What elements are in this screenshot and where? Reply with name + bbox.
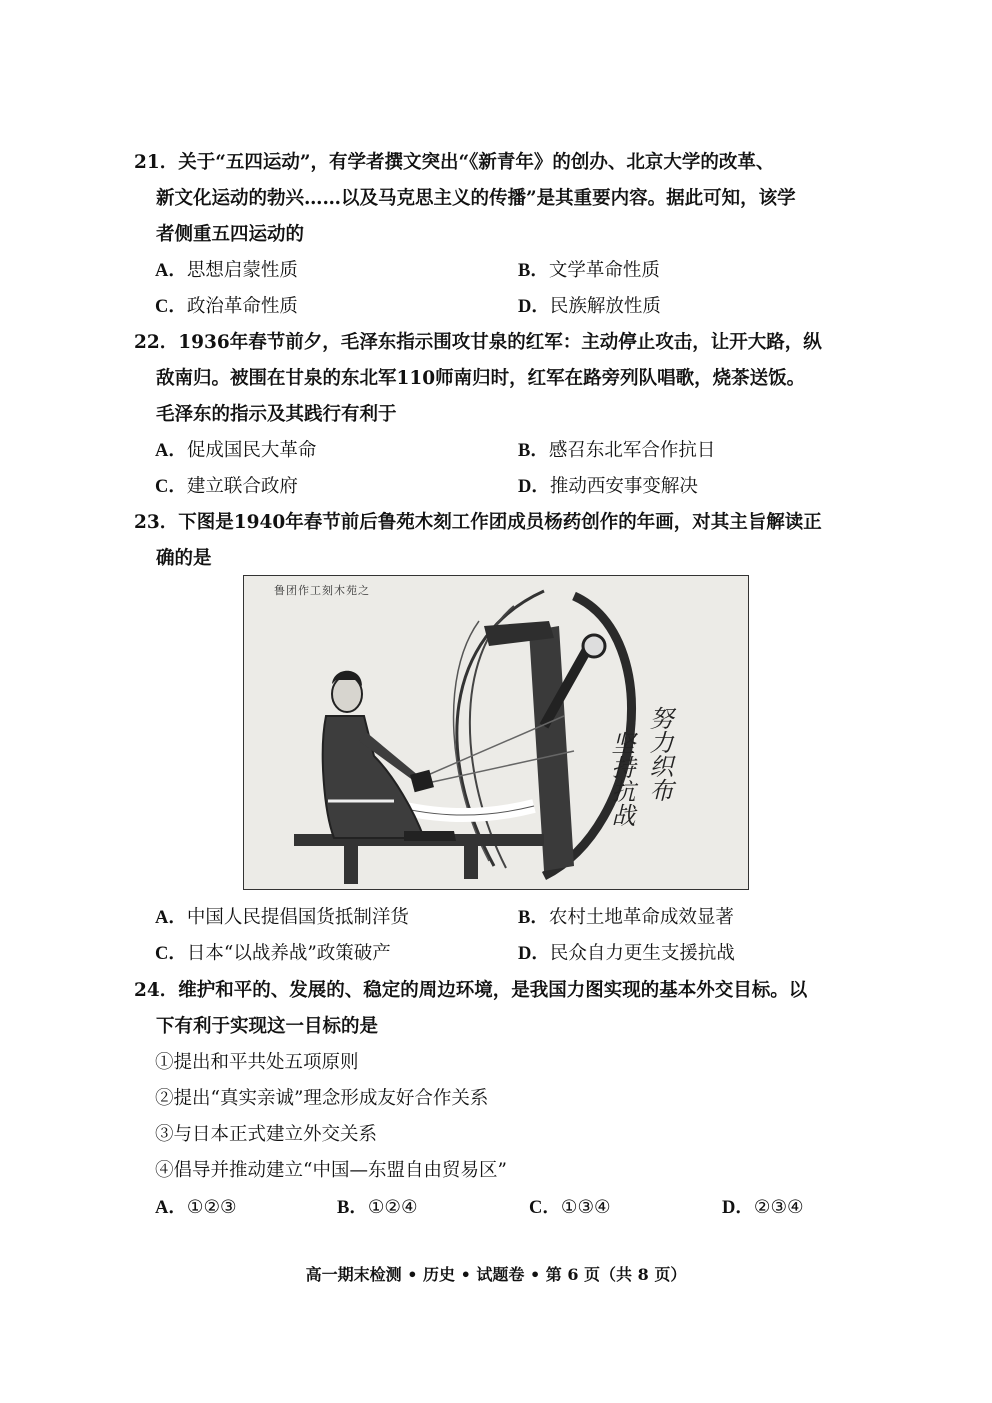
option-c[interactable]: C．政治革命性质 — [155, 296, 298, 317]
option-d[interactable]: D．②③④ — [722, 1197, 804, 1218]
artist-inscription: 鲁团作工刻木苑之 — [274, 584, 370, 597]
option-a[interactable]: A．中国人民提倡国货抵制洋货 — [155, 907, 409, 928]
question-stem-line: 22．1936年春节前夕，毛泽东指示围攻甘泉的红军：主动停止攻击，让开大路，纵 — [134, 332, 822, 353]
statement-2: ②提出“真实亲诚”理念形成友好合作关系 — [155, 1088, 489, 1109]
option-a[interactable]: A．促成国民大革命 — [155, 440, 317, 461]
slogan-line-1: 努力织布 — [645, 706, 673, 802]
question-stem-line: 下有利于实现这一目标的是 — [156, 1016, 379, 1037]
option-b[interactable]: B．农村土地革命成效显著 — [518, 907, 734, 928]
option-a[interactable]: A．①②③ — [155, 1197, 237, 1218]
question-21 — [134, 145, 864, 253]
question-stem-line: 24．维护和平的、发展的、稳定的周边环境，是我国力图实现的基本外交目标。以 — [134, 980, 808, 1001]
option-c[interactable]: C．建立联合政府 — [155, 476, 298, 497]
question-24 — [134, 973, 864, 1045]
page-footer: 高一期末检测 • 历史 • 试题卷 • 第 6 页（共 8 页） — [305, 1265, 687, 1284]
question-22 — [134, 325, 864, 433]
question-number: 24． — [134, 980, 179, 1001]
statement-4: ④倡导并推动建立“中国—东盟自由贸易区” — [155, 1160, 507, 1181]
option-a[interactable]: A．思想启蒙性质 — [155, 260, 298, 281]
statement-3: ③与日本正式建立外交关系 — [155, 1124, 378, 1145]
option-c[interactable]: C．日本“以战养战”政策破产 — [155, 943, 391, 964]
question-stem-line: 23．下图是1940年春节前后鲁苑木刻工作团成员杨药创作的年画，对其主旨解读正 — [134, 512, 822, 533]
question-stem-line: 毛泽东的指示及其践行有利于 — [156, 404, 397, 425]
option-b[interactable]: B．感召东北军合作抗日 — [518, 440, 716, 461]
question-stem-line: 敌南归。被围在甘泉的东北军110师南归时，红军在路旁列队唱歌，烧茶送饭。 — [156, 368, 806, 389]
option-b[interactable]: B．文学革命性质 — [518, 260, 660, 281]
option-d[interactable]: D．民族解放性质 — [518, 296, 661, 317]
question-stem-line: 确的是 — [156, 548, 212, 569]
option-d[interactable]: D．推动西安事变解决 — [518, 476, 698, 497]
question-stem-line: 者侧重五四运动的 — [156, 224, 305, 245]
question-stem-line: 新文化运动的勃兴……以及马克思主义的传播”是其重要内容。据此可知，该学 — [156, 188, 796, 209]
question-number: 23． — [134, 512, 179, 533]
option-c[interactable]: C．①③④ — [529, 1197, 611, 1218]
question-stem-line: 21．关于“五四运动”，有学者撰文突出“《新青年》的创办、北京大学的改革、 — [134, 152, 775, 173]
statement-1: ①提出和平共处五项原则 — [155, 1052, 359, 1073]
question-number: 21． — [134, 152, 179, 173]
option-d[interactable]: D．民众自力更生支援抗战 — [518, 943, 735, 964]
option-b[interactable]: B．①②④ — [337, 1197, 418, 1218]
slogan-line-2: 坚持抗战 — [607, 731, 635, 827]
question-23 — [134, 505, 864, 577]
woodcut-new-year-picture — [243, 575, 749, 890]
question-number: 22． — [134, 332, 179, 353]
